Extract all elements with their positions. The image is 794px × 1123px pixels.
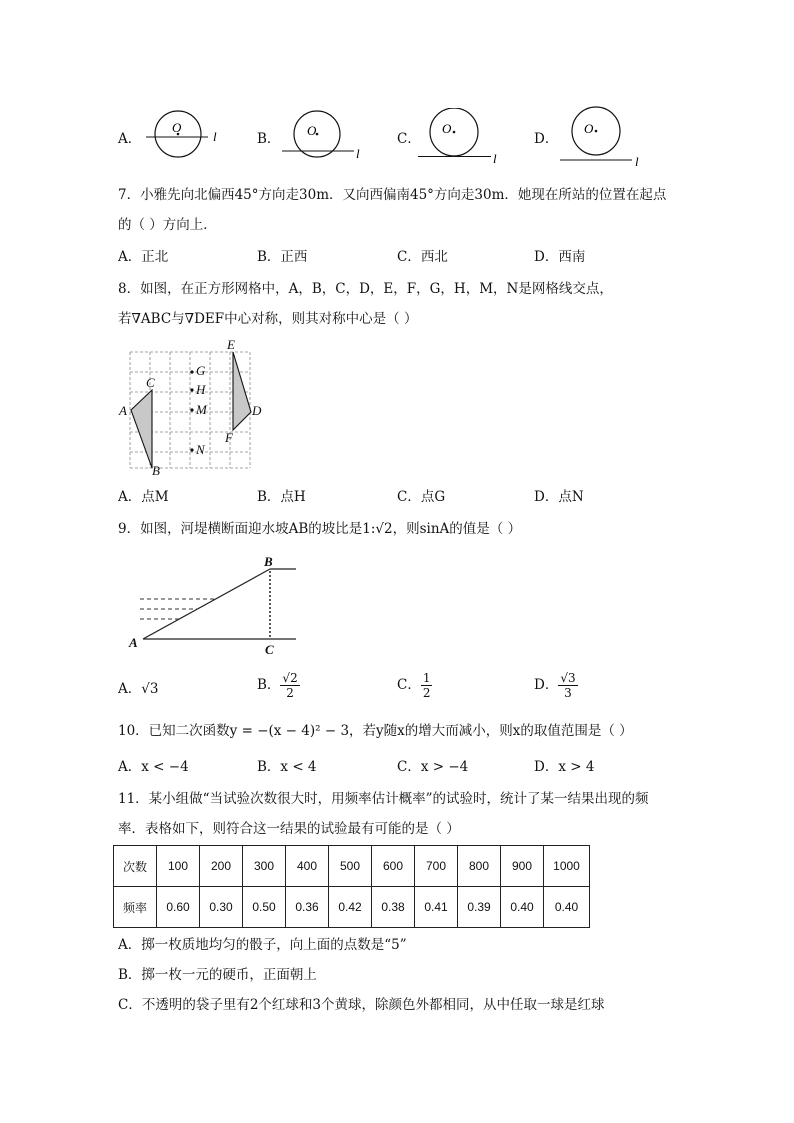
table-cell: 0.50 <box>243 887 286 928</box>
q6-option-a-label: A． <box>118 131 142 147</box>
q6-option-b-figure <box>280 110 370 162</box>
table-cell: 500 <box>329 846 372 887</box>
slope-ab <box>143 569 270 639</box>
table-cell: 300 <box>243 846 286 887</box>
table-cell: 0.42 <box>329 887 372 928</box>
q8-option-d: D．点N <box>534 489 584 505</box>
q9-option-b <box>257 671 300 700</box>
triangle-abc <box>131 390 152 468</box>
q10-option-b: B．x < 4 <box>257 759 317 775</box>
point-g <box>190 370 193 373</box>
q10-option-c: C．x > −4 <box>397 759 469 775</box>
table-cell: 1000 <box>544 846 590 887</box>
table-row <box>114 887 590 928</box>
q7-option-c: C．西北 <box>397 249 448 265</box>
q9-option-d <box>534 671 578 700</box>
label-n: N <box>196 442 205 457</box>
q8-grid-figure <box>112 335 272 480</box>
q6-option-c-label: C． <box>397 131 421 147</box>
label-h: H <box>196 382 206 397</box>
center-label: O <box>307 123 317 138</box>
q6-option-c-figure <box>418 108 508 166</box>
q8-option-c: C．点G <box>397 489 446 505</box>
table-cell: 0.40 <box>544 887 590 928</box>
water-lines <box>140 599 215 619</box>
q9-option-c-fraction: $\frac{1}{2}$ <box>422 671 431 700</box>
label-c: C <box>146 375 155 390</box>
table-cell: 0.30 <box>200 887 243 928</box>
center-label: O <box>584 121 594 136</box>
table-cell: 900 <box>501 846 544 887</box>
q11-option-b: B．掷一枚一元的硬币，正面朝上 <box>118 967 317 983</box>
table-cell: 0.60 <box>157 887 200 928</box>
table-cell: 700 <box>415 846 458 887</box>
q11-stem-line1: 11．某小组做“当试验次数很大时，用频率估计概率”的试验时，统计了某一结果出现的频 <box>118 791 649 807</box>
q8-stem-line2: 若∇ABC与∇DEF中心对称，则其对称中心是（ ） <box>118 311 418 327</box>
q9-option-c-letter: C． <box>397 677 421 693</box>
line-label: l <box>213 129 217 144</box>
table-cell: 0.41 <box>415 887 458 928</box>
q9-option-a-value: √3 <box>141 681 159 697</box>
q7-option-a: A．正北 <box>118 249 169 265</box>
q6-option-a-figure <box>140 110 225 160</box>
q10-option-a: A．x < −4 <box>118 759 189 775</box>
table-cell: 100 <box>157 846 200 887</box>
line-label: l <box>493 151 497 166</box>
table-header-cell: 频率 <box>114 887 157 928</box>
table-cell: 0.39 <box>458 887 501 928</box>
table-cell: 0.40 <box>501 887 544 928</box>
label-a: A <box>119 403 127 418</box>
q8-option-b: B．点H <box>257 489 306 505</box>
q10-stem: 10．已知二次函数y = −(x − 4)² − 3，若y随x的增大而减小，则x的取值范围是（ ） <box>118 723 633 739</box>
q9-option-b-fraction: $\frac{√2}{2}$ <box>282 671 298 700</box>
line-label: l <box>356 146 360 161</box>
table-cell: 200 <box>200 846 243 887</box>
point-m <box>190 408 193 411</box>
q8-option-a: A．点M <box>118 489 169 505</box>
center-point <box>453 131 456 134</box>
q7-option-b: B．正西 <box>257 249 308 265</box>
label-m: M <box>196 402 207 417</box>
q9-option-b-letter: B． <box>257 677 281 693</box>
center-point <box>595 130 598 133</box>
table-header-cell: 次数 <box>114 846 157 887</box>
q9-option-c <box>397 671 432 700</box>
table-cell: 0.38 <box>372 887 415 928</box>
label-a: A <box>129 635 138 650</box>
label-f: F <box>225 430 233 445</box>
q11-option-a: A．掷一枚质地均匀的骰子，向上面的点数是“5” <box>118 937 407 953</box>
frequency-table <box>113 845 590 928</box>
table-cell: 400 <box>286 846 329 887</box>
q11-option-c: C．不透明的袋子里有2个红球和3个黄球，除颜色外都相同，从中任取一球是红球 <box>118 997 605 1013</box>
q9-option-a-letter: A． <box>118 681 142 697</box>
triangle-def <box>233 352 251 430</box>
q10-option-d: D．x > 4 <box>534 759 595 775</box>
table-cell: 800 <box>458 846 501 887</box>
table-cell: 0.36 <box>286 887 329 928</box>
center-label: O <box>442 121 452 136</box>
center-label: O <box>172 120 182 135</box>
q6-option-d-figure <box>558 106 648 168</box>
q7-stem-line2: 的（ ）方向上． <box>118 217 217 233</box>
q9-option-d-fraction: $\frac{√3}{3}$ <box>560 671 576 700</box>
q9-embankment-figure <box>118 552 318 662</box>
label-g: G <box>196 363 206 378</box>
table-cell: 600 <box>372 846 415 887</box>
q11-stem-line2: 率．表格如下，则符合这一结果的试验最有可能的是（ ） <box>118 821 460 837</box>
label-b: B <box>264 554 273 569</box>
label-e: E <box>227 337 235 352</box>
point-h <box>190 388 193 391</box>
q8-stem-line1: 8．如图，在正方形网格中，A，B，C，D，E，F，G，H，M，N是网格线交点， <box>118 281 613 297</box>
label-d: D <box>252 403 262 418</box>
line-label: l <box>635 154 639 168</box>
q7-option-d: D．西南 <box>534 249 586 265</box>
q9-stem: 9．如图，河堤横断面迎水坡AB的坡比是1:√2，则sinA的值是（ ） <box>118 521 522 537</box>
label-c: C <box>265 642 274 657</box>
q9-option-a <box>118 679 158 699</box>
q7-stem-line1: 7．小雅先向北偏西45°方向走30m．又向西偏南45°方向走30m．她现在所站的位置在起点 <box>118 187 667 203</box>
q9-option-d-letter: D． <box>534 677 559 693</box>
point-n <box>190 448 193 451</box>
q6-option-d-label: D． <box>534 131 559 147</box>
q6-option-b-label: B． <box>257 131 281 147</box>
table-row <box>114 846 590 887</box>
label-b: B <box>152 463 160 478</box>
